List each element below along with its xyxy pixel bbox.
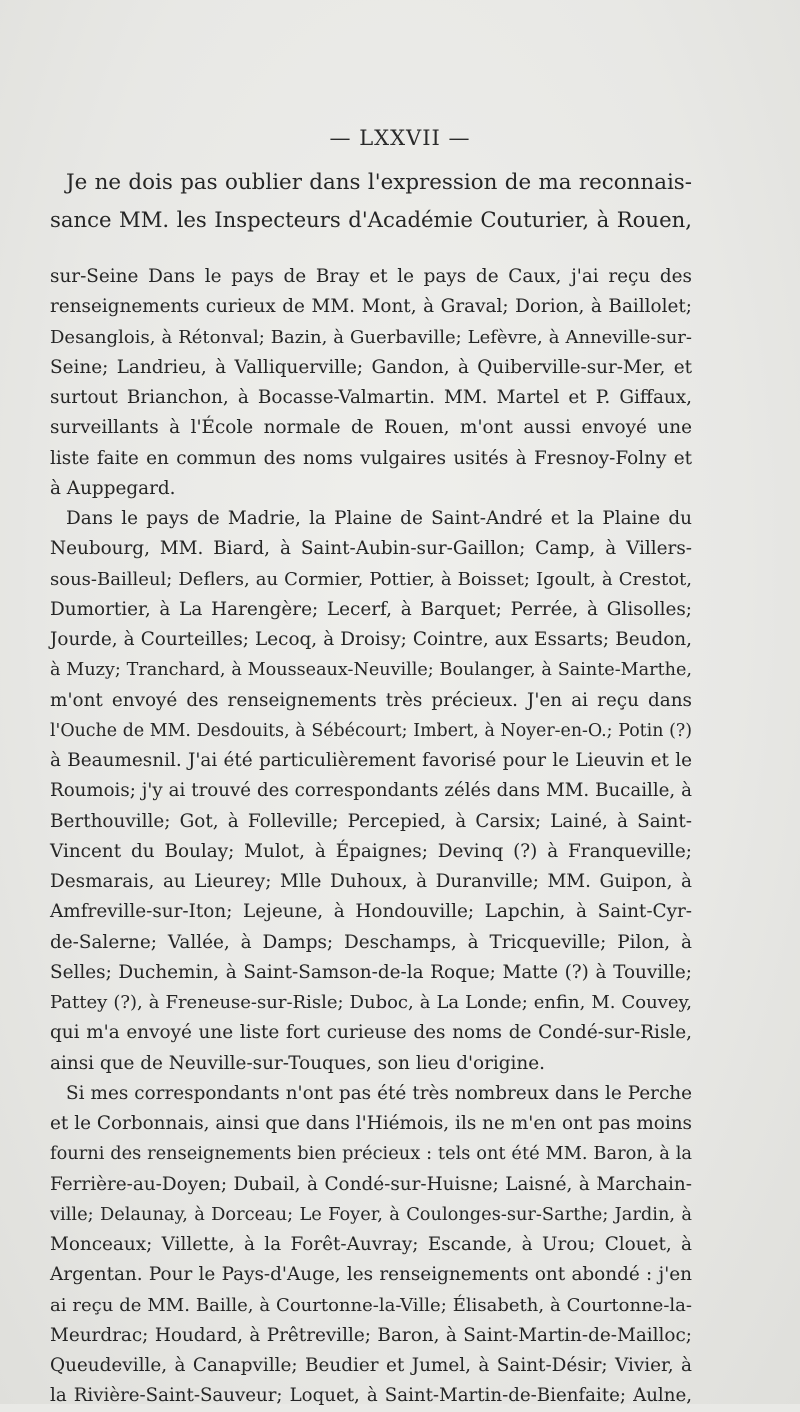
text-line: liste faite en commun des noms vulgaires usités à Fresnoy-Folny et xyxy=(50,447,692,469)
text-line: Ferrière-au-Doyen; Dubail, à Condé-sur-Huisne; Laisné, à Marchain- xyxy=(50,1173,692,1195)
text-line: et le Corbonnais, ainsi que dans l'Hiémois, ils ne m'en ont pas moins xyxy=(50,1113,692,1134)
text-line: à Auppegard. xyxy=(50,477,176,499)
text-line: sur-Seine Dans le pays de Bray et le pays de Caux, j'ai reçu des xyxy=(50,266,692,287)
text-line: sance MM. les Inspecteurs d'Académie Couturier, à Rouen, xyxy=(50,207,692,232)
text-line: Desmarais, au Lieurey; Mlle Duhoux, à Duranville; MM. Guipon, à xyxy=(50,871,692,892)
text-line: Roumois; j'y ai trouvé des correspondants zélés dans MM. Bucaille, à xyxy=(50,780,692,802)
page-number: — LXXVII — xyxy=(329,126,471,150)
body-text xyxy=(50,262,692,1412)
text-line: sous-Bailleul; Deflers, au Cormier, Pottier, à Boisset; Igoult, à Crestot, xyxy=(50,568,692,590)
text-line: Vincent du Boulay; Mulot, à Épaignes; Devinq (?) à Franqueville; xyxy=(50,840,692,862)
opening-paragraph xyxy=(50,164,692,238)
text-line: Seine; Landrieu, à Valliquerville; Gandon, à Quiberville-sur-Mer, et xyxy=(50,356,692,378)
text-line: Queudeville, à Canapville; Beudier et Jumel, à Saint-Désir; Vivier, à xyxy=(50,1355,692,1376)
text-line: surtout Brianchon, à Bocasse-Valmartin. MM. Martel et P. Giffaux, xyxy=(50,387,692,408)
text-line: fourni des renseignements bien précieux : tels ont été MM. Baron, à la xyxy=(50,1143,692,1165)
text-line: Si mes correspondants n'ont pas été très nombreux dans le Perche xyxy=(66,1082,692,1104)
text-line: Pattey (?), à Freneuse-sur-Risle; Duboc, à La Londe; enfin, M. Couvey, xyxy=(50,992,692,1013)
text-line: Amfreville-sur-Iton; Lejeune, à Hondouville; Lapchin, à Saint-Cyr- xyxy=(50,901,692,923)
text-line: Jourde, à Courteilles; Lecoq, à Droisy; Cointre, aux Essarts; Beudon, xyxy=(50,629,692,650)
text-line: Dumortier, à La Harengère; Lecerf, à Barquet; Perrée, à Glisolles; xyxy=(50,598,692,620)
text-line: Argentan. Pour le Pays-d'Auge, les renseignements ont abondé : j'en xyxy=(50,1264,692,1286)
text-line: Selles; Duchemin, à Saint-Samson-de-la Roque; Matte (?) à Touville; xyxy=(50,961,692,983)
text-line: Meurdrac; Houdard, à Prêtreville; Baron, à Saint-Martin-de-Mailloc; xyxy=(50,1324,692,1346)
text-line: renseignements curieux de MM. Mont, à Graval; Dorion, à Baillolet; xyxy=(50,296,692,318)
text-line: qui m'a envoyé une liste fort curieuse des noms de Condé-sur-Risle, xyxy=(50,1022,692,1044)
text-line: à Muzy; Tranchard, à Mousseaux-Neuville; Boulanger, à Sainte-Marthe, xyxy=(50,660,692,681)
text-line: Dans le pays de Madrie, la Plaine de Saint-André et la Plaine du xyxy=(66,508,692,529)
text-line: l'Ouche de MM. Desdouits, à Sébécourt; Imbert, à Noyer-en-O.; Potin (?) xyxy=(50,720,692,741)
text-line: ainsi que de Neuville-sur-Touques, son lieu d'origine. xyxy=(50,1052,546,1074)
text-line: la Rivière-Saint-Sauveur; Loquet, à Saint-Martin-de-Bienfaite; Aulne, xyxy=(50,1385,692,1407)
text-line: Berthouville; Got, à Folleville; Percepied, à Carsix; Lainé, à Saint- xyxy=(50,810,692,832)
text-line: Neubourg, MM. Biard, à Saint-Aubin-sur-Gaillon; Camp, à Villers- xyxy=(50,538,692,560)
text-line: à Beaumesnil. J'ai été particulièrement favorisé pour le Lieuvin et le xyxy=(50,750,692,771)
text-line: m'ont envoyé des renseignements très précieux. J'en ai reçu dans xyxy=(50,689,692,711)
text-line: Monceaux; Villette, à la Forêt-Auvray; Escande, à Urou; Clouet, à xyxy=(50,1234,692,1255)
text-line: de-Salerne; Vallée, à Damps; Deschamps, à Tricqueville; Pilon, à xyxy=(50,931,692,953)
text-line: Je ne dois pas oublier dans l'expression de ma reconnais- xyxy=(66,170,692,195)
text-line: ville; Delaunay, à Dorceau; Le Foyer, à Coulonges-sur-Sarthe; Jardin, à xyxy=(50,1203,692,1225)
text-line: ai reçu de MM. Baille, à Courtonne-la-Ville; Élisabeth, à Courtonne-la- xyxy=(50,1294,692,1316)
text-line: surveillants à l'École normale de Rouen, m'ont aussi envoyé une xyxy=(50,417,692,439)
text-line: Desanglois, à Rétonval; Bazin, à Guerbaville; Lefèvre, à Anneville-sur- xyxy=(50,326,692,348)
